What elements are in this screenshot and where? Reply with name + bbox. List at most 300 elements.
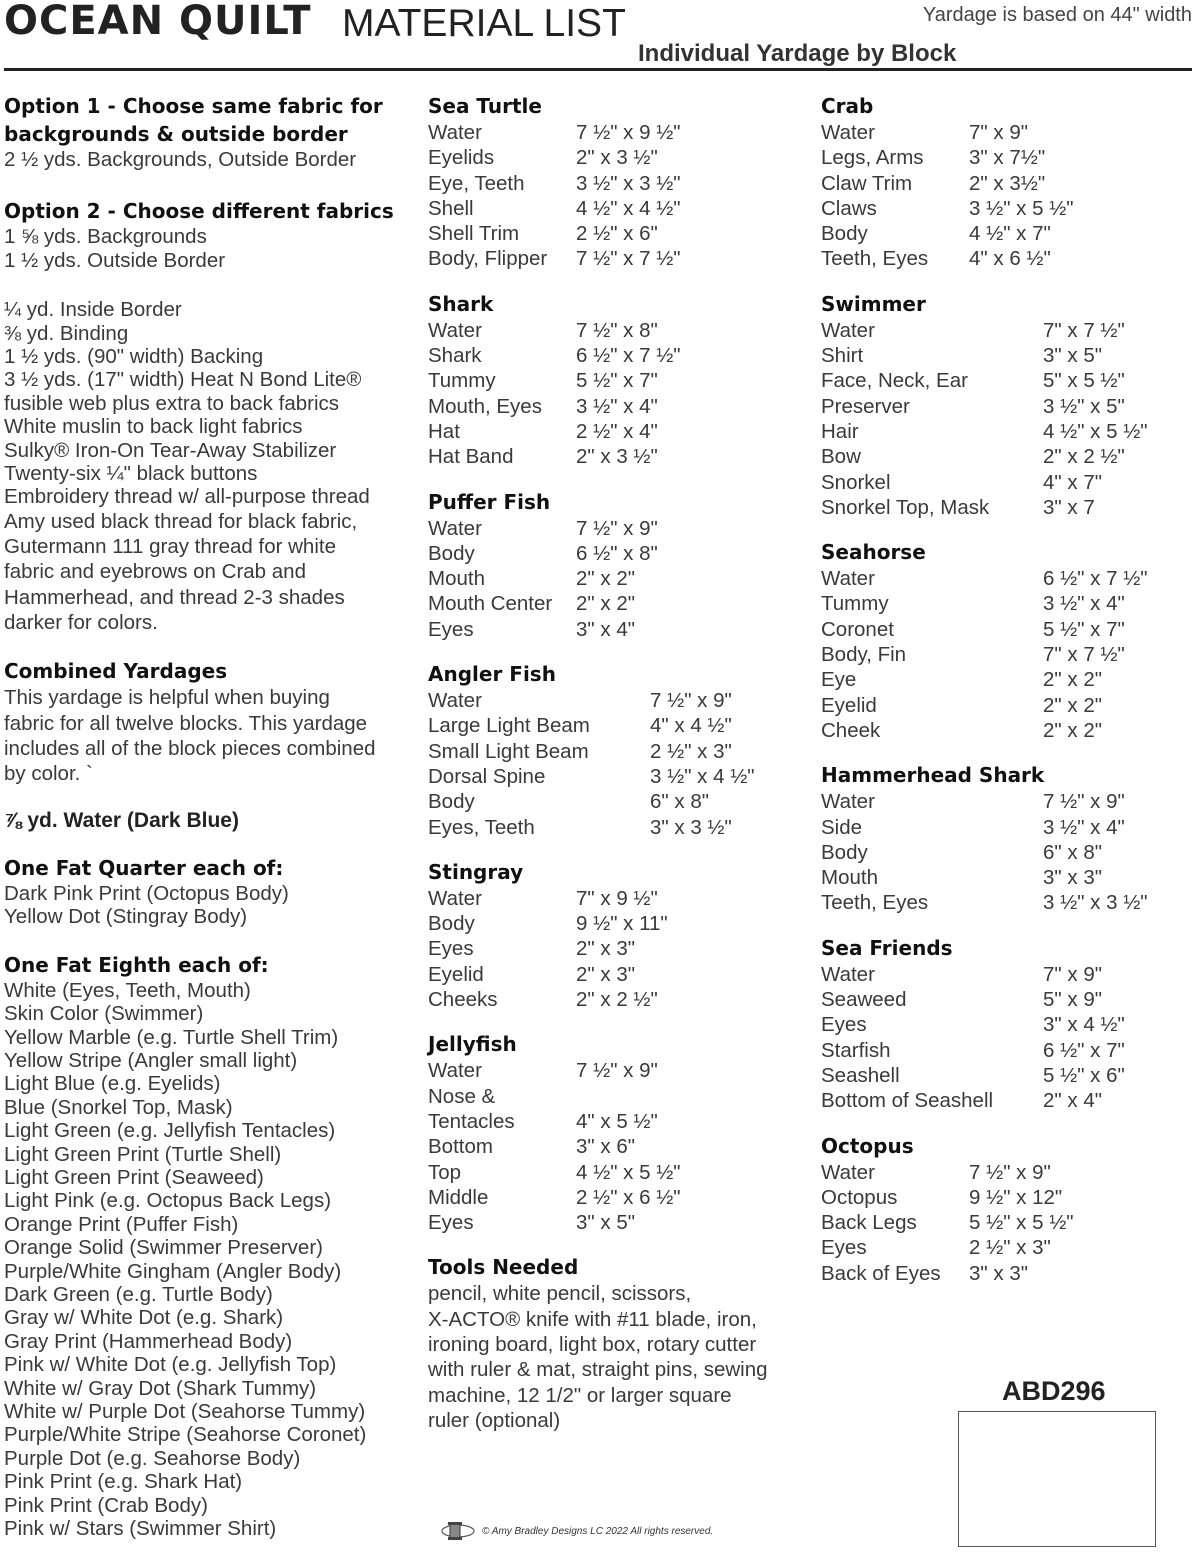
fabric-line: Light Green Print (Seaweed)	[4, 1166, 264, 1190]
piece-size: 3" x 3 ½"	[650, 815, 732, 839]
thread-note-line: fabric and eyebrows on Crab and	[4, 560, 306, 584]
piece-label: Eyelid	[821, 693, 877, 717]
yardage-row	[428, 120, 812, 145]
yardage-row	[821, 1012, 1193, 1037]
tools-line: X-ACTO® knife with #11 blade, iron,	[428, 1307, 757, 1331]
block-sea-turtle	[428, 92, 812, 272]
piece-label: Cheeks	[428, 988, 498, 1012]
piece-size: 4 ½" x 7"	[969, 222, 1051, 246]
yardage-row	[821, 394, 1193, 419]
yardage-row	[821, 196, 1193, 221]
piece-size: 3 ½" x 4"	[1043, 592, 1125, 616]
material-line: fusible web plus extra to back fabrics	[4, 391, 339, 415]
piece-label: Eyes	[428, 937, 474, 961]
block-title: Octopus	[821, 1133, 914, 1158]
piece-size: 6 ½" x 7 ½"	[1043, 567, 1148, 591]
piece-size: 7 ½" x 9"	[1043, 790, 1125, 814]
piece-label: Coronet	[821, 617, 894, 641]
piece-size: 7" x 9 ½"	[576, 886, 658, 910]
yardage-row	[428, 246, 812, 271]
block-title: Swimmer	[821, 291, 926, 316]
piece-size: 5" x 5 ½"	[1043, 369, 1125, 393]
fabric-line: Purple Dot (e.g. Seahorse Body)	[4, 1446, 301, 1470]
yardage-row	[821, 667, 1193, 692]
fabric-line: Orange Print (Puffer Fish)	[4, 1212, 239, 1236]
page-header	[0, 0, 1200, 72]
fabric-line: Light Green (e.g. Jellyfish Tentacles)	[4, 1119, 336, 1143]
piece-size: 2 ½" x 6"	[576, 222, 658, 246]
piece-size: 2 ½" x 4"	[576, 419, 658, 443]
piece-size: 6 ½" x 8"	[576, 541, 658, 565]
piece-size: 2" x 2"	[1043, 668, 1102, 692]
material-line: ⅜ yd. Binding	[4, 321, 129, 345]
thread-note-line: darker for colors.	[4, 611, 158, 635]
fabric-line: Purple/White Stripe (Seahorse Coronet)	[4, 1423, 367, 1447]
yardage-row	[821, 470, 1193, 495]
piece-label: Teeth, Eyes	[821, 891, 929, 915]
piece-size: 3 ½" x 4 ½"	[650, 764, 755, 788]
piece-size: 5 ½" x 7"	[1043, 617, 1125, 641]
yardage-row	[428, 1084, 812, 1109]
block-crab	[821, 92, 1193, 272]
yardage-row	[428, 343, 812, 368]
copyright-text: © Amy Bradley Designs LC 2022 All rights reserved.	[482, 1525, 714, 1537]
block-octopus	[821, 1132, 1193, 1286]
yardage-row	[428, 1109, 812, 1134]
piece-label: Seashell	[821, 1063, 900, 1087]
piece-label: Water	[821, 318, 875, 342]
fabric-line: Purple/White Gingham (Angler Body)	[4, 1259, 342, 1283]
yardage-row	[428, 886, 812, 911]
piece-size: 3 ½" x 5"	[1043, 394, 1125, 418]
piece-size: 4" x 6 ½"	[969, 247, 1051, 271]
piece-size: 4" x 7"	[1043, 470, 1102, 494]
fabric-line: Pink w/ White Dot (e.g. Jellyfish Top)	[4, 1353, 337, 1377]
yardage-row	[821, 343, 1193, 368]
yardage-row	[428, 171, 812, 196]
piece-label: Dorsal Spine	[428, 764, 546, 788]
yardage-row	[428, 516, 812, 541]
yardage-row	[821, 617, 1193, 642]
piece-label: Tummy	[428, 369, 496, 393]
fabric-line: White w/ Gray Dot (Shark Tummy)	[4, 1376, 317, 1400]
material-line: Sulky® Iron-On Tear-Away Stabilizer	[4, 438, 337, 462]
yardage-row	[428, 815, 812, 840]
yardage-row	[821, 890, 1193, 915]
yardage-row	[821, 693, 1193, 718]
yardage-row	[821, 171, 1193, 196]
block-title: Angler Fish	[428, 662, 556, 687]
individual-yardage-subtitle: Individual Yardage by Block	[638, 40, 957, 67]
piece-label: Eyes, Teeth	[428, 815, 535, 839]
block-title: Crab	[821, 94, 874, 118]
piece-label: Face, Neck, Ear	[821, 369, 968, 393]
combined-text-line: This yardage is helpful when buying	[4, 686, 330, 710]
piece-size: 3 ½" x 4"	[1043, 815, 1125, 839]
middle-blocks-column	[428, 92, 812, 1433]
right-blocks-column	[821, 92, 1193, 1304]
fabric-line: Gray w/ White Dot (e.g. Shark)	[4, 1306, 284, 1330]
piece-label: Side	[821, 815, 863, 839]
piece-label: Body, Flipper	[428, 247, 548, 271]
piece-label: Shirt	[821, 344, 864, 368]
piece-size: 2" x 2 ½"	[1043, 445, 1125, 469]
option2-line: 1 ½ yds. Outside Border	[4, 248, 226, 272]
option1-line: 2 ½ yds. Backgrounds, Outside Border	[4, 148, 357, 171]
water-yardage-line: ⅞ yd. Water (Dark Blue)	[4, 808, 239, 832]
option2-heading: Option 2 - Choose different fabrics	[4, 199, 394, 224]
yardage-row	[821, 718, 1193, 743]
piece-label: Water	[428, 1059, 482, 1083]
piece-size: 2" x 3 ½"	[576, 146, 658, 170]
piece-label: Body	[428, 541, 475, 565]
yardage-row	[821, 419, 1193, 444]
piece-label: Eyes	[821, 1236, 867, 1260]
fat-quarter-heading: One Fat Quarter each of:	[4, 855, 284, 880]
piece-size: 4 ½" x 4 ½"	[576, 196, 681, 220]
tools-heading: Tools Needed	[428, 1255, 579, 1280]
combined-text-line: fabric for all twelve blocks. This yardage	[4, 711, 368, 735]
piece-label: Eyelids	[428, 146, 495, 170]
piece-label: Mouth	[821, 866, 878, 890]
piece-size: 5" x 9"	[1043, 988, 1102, 1012]
yardage-row	[428, 419, 812, 444]
yardage-row	[821, 789, 1193, 814]
yardage-row	[428, 1210, 812, 1235]
piece-label: Water	[428, 689, 482, 713]
yardage-row	[821, 1210, 1193, 1235]
piece-label: Water	[428, 516, 482, 540]
yardage-row	[428, 1160, 812, 1185]
yardage-row	[821, 815, 1193, 840]
yardage-row	[428, 145, 812, 170]
yardage-row	[821, 642, 1193, 667]
misc-materials-list	[4, 298, 420, 509]
piece-size: 4 ½" x 5 ½"	[576, 1160, 681, 1184]
piece-label: Water	[428, 886, 482, 910]
piece-label: Eyes	[821, 1013, 867, 1037]
piece-size: 3 ½" x 3 ½"	[1043, 891, 1148, 915]
piece-size: 5 ½" x 5 ½"	[969, 1211, 1074, 1235]
fabric-line: Yellow Marble (e.g. Turtle Shell Trim)	[4, 1025, 339, 1049]
yardage-row	[428, 1185, 812, 1210]
material-line: ¼ yd. Inside Border	[4, 298, 182, 322]
piece-size: 7 ½" x 9"	[576, 516, 658, 540]
block-title: Puffer Fish	[428, 489, 551, 514]
piece-size: 9 ½" x 12"	[969, 1185, 1063, 1209]
piece-size: 2" x 3½"	[969, 171, 1046, 195]
fat-quarter-list	[4, 882, 420, 929]
fabric-line: Yellow Stripe (Angler small light)	[4, 1048, 298, 1072]
piece-label: Nose &	[428, 1084, 496, 1108]
piece-label: Claw Trim	[821, 171, 913, 195]
piece-size: 3 ½" x 5 ½"	[969, 196, 1074, 220]
piece-size: 3 ½" x 3 ½"	[576, 171, 681, 195]
tools-line: ironing board, light box, rotary cutter	[428, 1332, 757, 1356]
yardage-row	[428, 962, 812, 987]
block-title: Sea Friends	[821, 935, 953, 960]
piece-size: 7" x 7 ½"	[1043, 318, 1125, 342]
fabric-line: Light Pink (e.g. Octopus Back Legs)	[4, 1189, 332, 1213]
piece-label: Hair	[821, 419, 859, 443]
yardage-row	[428, 987, 812, 1012]
piece-size: 7" x 9"	[969, 121, 1028, 144]
tools-line: machine, 12 1/2" or larger square	[428, 1383, 732, 1407]
piece-label: Eye, Teeth	[428, 171, 525, 195]
tools-line: with ruler & mat, straight pins, sewing	[428, 1358, 768, 1382]
piece-label: Mouth, Eyes	[428, 394, 542, 418]
yardage-row	[428, 221, 812, 246]
quilt-title: OCEAN QUILT	[4, 0, 312, 44]
piece-size: 3" x 4"	[576, 617, 635, 641]
yardage-row	[821, 1261, 1193, 1286]
block-title: Sea Turtle	[428, 94, 542, 118]
yardage-row	[821, 221, 1193, 246]
yardage-row	[428, 394, 812, 419]
piece-size: 2" x 2"	[1043, 718, 1102, 742]
yardage-row	[821, 495, 1193, 520]
piece-size: 7 ½" x 9 ½"	[576, 121, 681, 144]
piece-label: Shark	[428, 344, 482, 368]
material-line: White muslin to back light fabrics	[4, 415, 303, 439]
piece-size: 2" x 3 ½"	[576, 445, 658, 469]
piece-label: Eye	[821, 668, 857, 692]
piece-label: Teeth, Eyes	[821, 247, 929, 271]
piece-size: 3" x 7½"	[969, 146, 1046, 170]
fat-eighth-heading: One Fat Eighth each of:	[4, 952, 269, 977]
yardage-row	[428, 617, 812, 642]
block-jellyfish	[428, 1030, 812, 1235]
piece-label: Middle	[428, 1185, 489, 1209]
piece-size: 7 ½" x 7 ½"	[576, 247, 681, 271]
yardage-row	[428, 936, 812, 961]
block-title: Jellyfish	[428, 1032, 517, 1057]
thread-note-line: Hammerhead, and thread 2-3 shades	[4, 585, 345, 609]
fabric-line: Skin Color (Swimmer)	[4, 1002, 204, 1026]
piece-size: 4 ½" x 5 ½"	[1043, 419, 1148, 443]
piece-size: 4" x 5 ½"	[576, 1109, 658, 1133]
yardage-row	[821, 318, 1193, 343]
fabric-line: Light Green Print (Turtle Shell)	[4, 1142, 282, 1166]
yardage-row	[428, 318, 812, 343]
tools-line: pencil, white pencil, scissors,	[428, 1282, 692, 1306]
piece-label: Octopus	[821, 1185, 898, 1209]
fabric-line: Dark Pink Print (Octopus Body)	[4, 881, 289, 905]
piece-label: Shell	[428, 196, 474, 220]
piece-label: Water	[821, 567, 875, 591]
yardage-row	[428, 911, 812, 936]
piece-label: Eyes	[428, 617, 474, 641]
block-hammerhead-shark	[821, 761, 1193, 915]
yardage-row	[428, 566, 812, 591]
piece-size: 2" x 2 ½"	[576, 988, 658, 1012]
fat-eighth-list	[4, 979, 420, 1541]
block-stingray	[428, 858, 812, 1012]
fabric-line: Blue (Snorkel Top, Mask)	[4, 1095, 233, 1119]
piece-size: 4" x 4 ½"	[650, 714, 732, 738]
piece-size: 2" x 3"	[576, 937, 635, 961]
piece-size: 5 ½" x 7"	[576, 369, 658, 393]
fabric-line: Gray Print (Hammerhead Body)	[4, 1329, 293, 1353]
piece-size: 3" x 3"	[969, 1261, 1028, 1285]
yardage-row	[428, 1134, 812, 1159]
fabric-line: Pink Print (e.g. Shark Hat)	[4, 1470, 243, 1494]
piece-label: Mouth Center	[428, 592, 553, 616]
yardage-row	[428, 713, 812, 738]
option1-heading-line-2: backgrounds & outside border	[4, 122, 348, 146]
block-sea-friends	[821, 934, 1193, 1114]
piece-size: 9 ½" x 11"	[576, 912, 668, 936]
piece-size: 2" x 2"	[576, 592, 635, 616]
material-line: 1 ½ yds. (90" width) Backing	[4, 345, 264, 369]
piece-size: 7 ½" x 9"	[969, 1160, 1051, 1184]
piece-size: 7 ½" x 9"	[576, 1059, 658, 1083]
pattern-image-box	[958, 1411, 1156, 1547]
block-angler-fish	[428, 660, 812, 840]
block-puffer-fish	[428, 488, 812, 642]
piece-label: Body	[821, 840, 868, 864]
piece-label: Shell Trim	[428, 222, 520, 246]
piece-label: Hat Band	[428, 445, 514, 469]
block-title: Hammerhead Shark	[821, 763, 1045, 788]
piece-label: Water	[428, 121, 482, 144]
thread-note-line: Amy used black thread for black fabric,	[4, 509, 358, 533]
option2-line: 1 ⅝ yds. Backgrounds	[4, 225, 207, 249]
yardage-row	[428, 789, 812, 814]
piece-label: Back of Eyes	[821, 1261, 941, 1285]
piece-label: Snorkel	[821, 470, 891, 494]
piece-size: 2" x 4"	[1043, 1089, 1102, 1113]
yardage-row	[428, 444, 812, 469]
yardage-row	[821, 865, 1193, 890]
piece-label: Water	[821, 790, 875, 814]
fabric-line: White (Eyes, Teeth, Mouth)	[4, 978, 251, 1002]
yardage-row	[428, 591, 812, 616]
piece-size: 2" x 2"	[576, 567, 635, 591]
piece-label: Legs, Arms	[821, 146, 924, 170]
piece-label: Eyes	[428, 1211, 474, 1235]
header-divider	[4, 68, 1192, 71]
block-seahorse	[821, 538, 1193, 743]
thread-spool-icon	[440, 1519, 476, 1543]
combined-text-line: by color. `	[4, 762, 93, 786]
piece-size: 7 ½" x 8"	[576, 318, 658, 342]
piece-size: 2 ½" x 3"	[650, 739, 732, 763]
yardage-row	[821, 444, 1193, 469]
piece-size: 2" x 2"	[1043, 693, 1102, 717]
piece-size: 2 ½" x 3"	[969, 1236, 1051, 1260]
yardage-row	[428, 739, 812, 764]
yardage-row	[821, 145, 1193, 170]
yardage-row	[821, 1160, 1193, 1185]
piece-size: 3" x 4 ½"	[1043, 1013, 1125, 1037]
fabric-line: Yellow Dot (Stingray Body)	[4, 905, 248, 929]
yardage-row	[428, 196, 812, 221]
piece-size: 3" x 5"	[576, 1211, 635, 1235]
piece-label: Cheek	[821, 718, 881, 742]
yardage-row	[821, 987, 1193, 1012]
piece-size: 6 ½" x 7"	[1043, 1038, 1125, 1062]
piece-label: Small Light Beam	[428, 739, 589, 763]
piece-label: Water	[821, 962, 875, 986]
yardage-row	[428, 368, 812, 393]
combined-text-line: includes all of the block pieces combined	[4, 736, 376, 760]
yardage-row	[428, 688, 812, 713]
copyright-footer	[440, 1518, 770, 1544]
yardage-row	[428, 1058, 812, 1083]
tools-line: ruler (optional)	[428, 1408, 561, 1432]
block-shark	[428, 290, 812, 470]
piece-size: 7" x 7 ½"	[1043, 643, 1125, 667]
piece-size: 7" x 9"	[1043, 962, 1102, 986]
piece-label: Snorkel Top, Mask	[821, 495, 990, 519]
block-title: Seahorse	[821, 540, 926, 565]
yardage-row	[428, 541, 812, 566]
piece-label: Large Light Beam	[428, 714, 590, 738]
piece-label: Preserver	[821, 394, 910, 418]
piece-size: 3 ½" x 4"	[576, 394, 658, 418]
piece-label: Water	[428, 318, 482, 342]
piece-label: Water	[821, 121, 875, 144]
block-title: Shark	[428, 291, 494, 316]
piece-label: Bottom	[428, 1135, 493, 1159]
piece-size: 6" x 8"	[1043, 840, 1102, 864]
piece-label: Back Legs	[821, 1211, 917, 1235]
piece-size: 2 ½" x 6 ½"	[576, 1185, 681, 1209]
block-title: Stingray	[428, 859, 524, 884]
yardage-row	[821, 591, 1193, 616]
yardage-row	[821, 120, 1193, 145]
tools-list	[428, 1281, 812, 1433]
piece-label: Mouth	[428, 567, 485, 591]
material-line: Twenty-six ¼" black buttons	[4, 462, 258, 486]
piece-label: Starfish	[821, 1038, 891, 1062]
block-swimmer	[821, 290, 1193, 520]
yardage-row	[821, 1038, 1193, 1063]
piece-label: Top	[428, 1160, 462, 1184]
piece-label: Bow	[821, 445, 861, 469]
piece-label: Body	[428, 912, 475, 936]
piece-label: Claws	[821, 196, 877, 220]
piece-label: Water	[821, 1160, 875, 1184]
yardage-note: Yardage is based on 44" width	[922, 4, 1192, 26]
piece-size: 7 ½" x 9"	[650, 689, 732, 713]
piece-label: Tentacles	[428, 1109, 515, 1133]
piece-size: 6 ½" x 7 ½"	[576, 344, 681, 368]
option1-heading-line-1: Option 1 - Choose same fabric for	[4, 94, 383, 118]
yardage-row	[821, 246, 1193, 271]
piece-label: Body, Fin	[821, 643, 907, 667]
piece-size: 6" x 8"	[650, 790, 709, 814]
fabric-line: Light Blue (e.g. Eyelids)	[4, 1072, 221, 1096]
piece-label: Hat	[428, 419, 460, 443]
piece-size: 3" x 7	[1043, 495, 1095, 519]
piece-label: Body	[428, 790, 475, 814]
material-line: 3 ½ yds. (17" width) Heat N Bond Lite®	[4, 368, 362, 392]
combined-yardages-text	[4, 685, 420, 786]
piece-label: Eyelid	[428, 962, 484, 986]
pattern-code: ABD296	[1002, 1376, 1106, 1406]
piece-size: 3" x 3"	[1043, 866, 1102, 890]
piece-label: Tummy	[821, 592, 889, 616]
yardage-row	[821, 566, 1193, 591]
yardage-row	[821, 962, 1193, 987]
fabric-line: Pink Print (Crab Body)	[4, 1493, 208, 1517]
thread-note-line: Gutermann 111 gray thread for white	[4, 535, 336, 559]
piece-size: 3" x 5"	[1043, 344, 1102, 368]
yardage-row	[821, 1063, 1193, 1088]
fabric-line: Orange Solid (Swimmer Preserver)	[4, 1236, 323, 1260]
